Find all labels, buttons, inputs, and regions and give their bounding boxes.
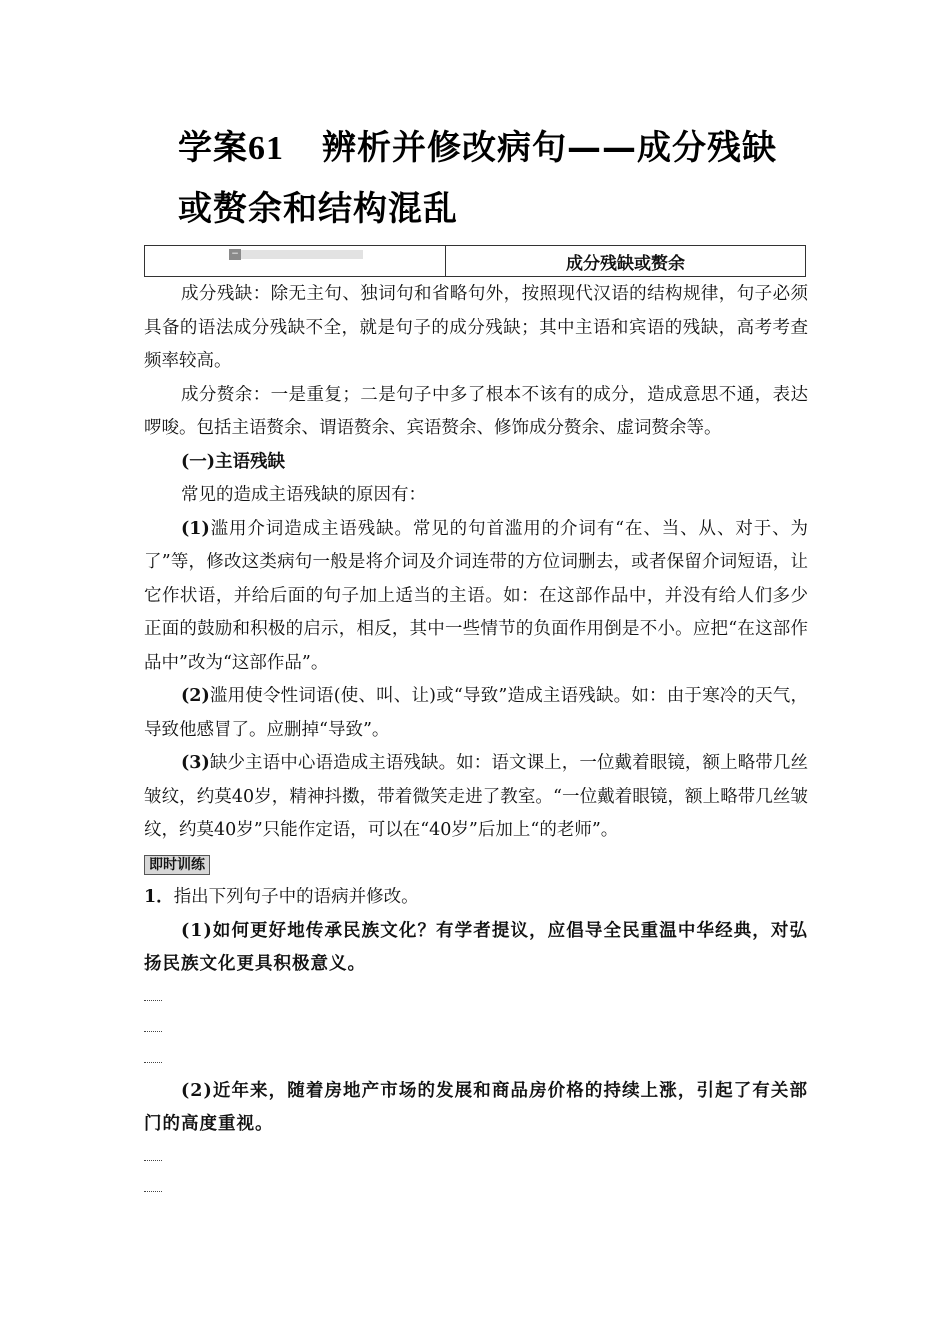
section-header-table [144,245,806,277]
cause-3-label: (3) [181,753,210,773]
paragraph-cause-3 [144,747,808,848]
question-1-text: 指出下列句子中的语病并修改。 [173,887,419,907]
title-prefix: 学案 [178,128,248,168]
collapse-minus-icon[interactable]: − [229,249,241,260]
page-title [178,118,818,239]
paragraph-omission: 成分残缺：除无主句、独词句和省略句外，按照现代汉语的结构规律，句子必须具备的语法成分残缺不全，就是句子的成分残缺；其中主语和宾语的残缺，高考考查频率较高。 [144,284,808,371]
title-main: 辨析并修改病句——成分残缺 [322,128,777,168]
title-line-1 [178,118,818,179]
question-1-item-1: (1)如何更好地传承民族文化？有学者提议，应倡导全民重温中华经典，对弘扬民族文化更具积极意义。 [144,920,808,974]
question-1-number: 1． [144,887,174,907]
section-header-label: 成分残缺或赘余 [566,253,685,274]
practice-tag: 即时训练 [144,855,210,875]
answer-line[interactable] [144,1142,808,1173]
cause-2-label: (2) [181,686,210,706]
question-1 [144,881,808,915]
header-left-cell [145,246,446,276]
collapse-slider-track[interactable] [229,250,363,259]
answer-line[interactable] [144,1173,808,1204]
title-line-2: 或赘余和结构混乱 [178,189,458,229]
cause-3-text: 缺少主语中心语造成主语残缺。如：语文课上，一位戴着眼镜，额上略带几丝皱纹，约莫40岁，精神抖擞，带着微笑走进了教室。“一位戴着眼镜，额上略带几丝皱纹，约莫40岁”只能作定语，可以在“40岁”后加上“的老师”。 [144,753,808,840]
paragraph-redundancy: 成分赘余：一是重复；二是句子中多了根本不该有的成分，造成意思不通，表达啰唆。包括主语赘余、谓语赘余、宾语赘余、修饰成分赘余、虚词赘余等。 [144,384,808,438]
cause-1-text: 滥用介词造成主语残缺。常见的句首滥用的介词有“在、当、从、对于、为了”等，修改这类病句一般是将介词及介词连带的方位词删去，或者保留介词短语，让它作状语，并给后面的句子加上适当的主语。如：在这部作品中，并没有给人们多少正面的鼓励和积极的启示，相反，其中一些情节的负面作用倒是不小。应把“在这部作品中”改为“这部作品”。 [144,518,808,673]
paragraph-causes-intro: 常见的造成主语残缺的原因有： [181,485,426,505]
paragraph-cause-2 [144,680,808,747]
cause-2-text: 滥用使令性词语(使、叫、让)或“导致”造成主语残缺。如：由于寒冷的天气，导致他感冒了。应删掉“导致”。 [144,686,808,740]
document-body [144,278,808,1204]
cause-1-label: (1) [181,518,210,539]
answer-line[interactable] [144,1044,808,1075]
answer-line[interactable] [144,1013,808,1044]
title-number: 61 [248,130,284,167]
question-1-item-2: (2)近年来，随着房地产市场的发展和商品房价格的持续上涨，引起了有关部门的高度重视。 [144,1080,808,1134]
subheading-subject-missing: (一)主语残缺 [181,451,286,472]
answer-line[interactable] [144,982,808,1013]
paragraph-cause-1 [144,513,808,681]
